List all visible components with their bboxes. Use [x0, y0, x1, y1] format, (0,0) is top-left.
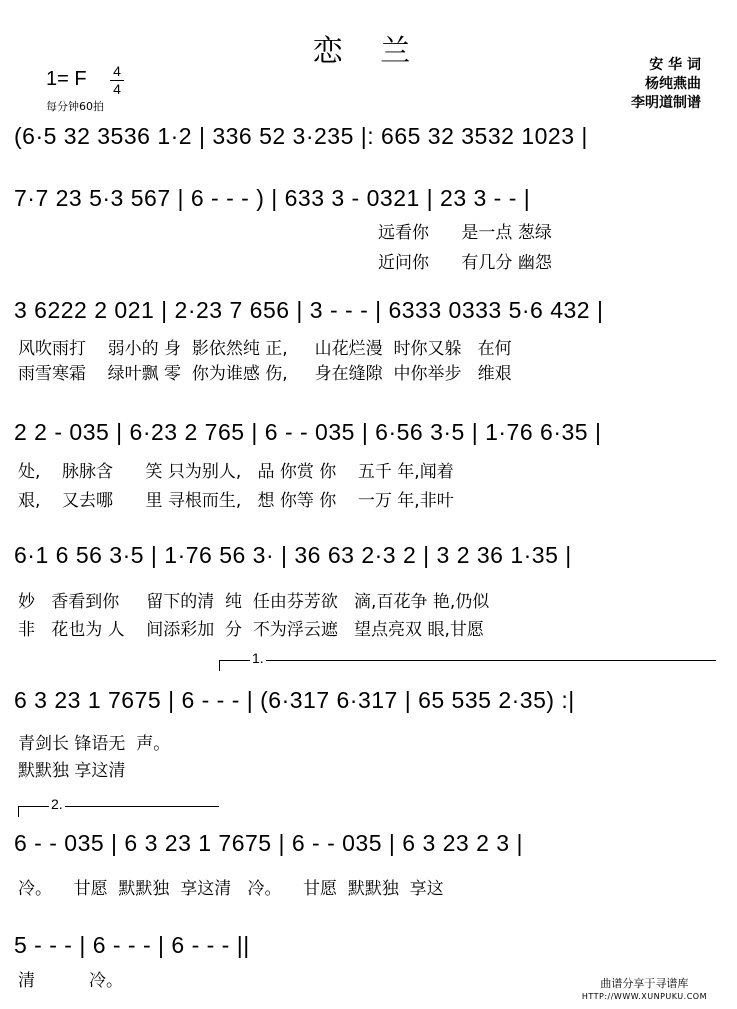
notation-line-3: 3 6222 2 021 | 2·23 7 656 | 3 - - - | 6333 0333 5·6 432 | [14, 297, 604, 323]
lyric-line-5-verse-1: 青剑长 锋语无 声。 [18, 734, 171, 754]
second-ending-label: 2. [51, 796, 63, 812]
notation-line-7: 6 - - 035 | 6 3 23 1 7675 | 6 - - 035 | 6 3 23 2 3 | [14, 830, 523, 856]
lyric-line-3-verse-2: 艰, 又去哪 里 寻根而生, 想 你等 你 一万 年,非叶 [18, 491, 454, 511]
lyric-line-7: 清 冷。 [18, 971, 124, 991]
song-title: 恋 兰 [312, 34, 425, 69]
first-ending-bracket [219, 650, 716, 671]
notation-line-2: 7·7 23 5·3 567 | 6 - - - ) | 633 3 - 0321 | 23 3 - - | [14, 185, 531, 211]
lyric-line-2-verse-2: 雨雪寒霜 绿叶飘 零 你为谁感 伤, 身在缝隙 中你举步 维艰 [18, 364, 512, 384]
source-watermark-url: HTTP://WWW.XUNPUKU.COM [581, 992, 707, 1001]
second-ending-bracket [18, 796, 219, 817]
arranger-credit: 李明道制谱 [631, 95, 701, 111]
lyricist-credit: 安 华 词 [649, 57, 701, 73]
source-watermark-text: 曲谱分享于寻谱库 [600, 977, 689, 990]
lyric-line-4-verse-2: 非 花也为 人 间添彩加 分 不为浮云遮 望点亮双 眼,甘愿 [18, 620, 484, 640]
time-signature-top: 4 [113, 63, 121, 79]
notation-line-8: 5 - - - | 6 - - - | 6 - - - || [14, 932, 250, 958]
credits-block [631, 56, 701, 113]
time-signature-bottom: 4 [113, 81, 121, 97]
lyric-line-1-verse-1: 远看你 是一点 葱绿 [378, 223, 552, 243]
key-signature: 1= F [46, 68, 87, 90]
time-signature [110, 64, 124, 97]
lyric-line-2-verse-1: 风吹雨打 弱小的 身 影依然纯 正, 山花烂漫 时你又躲 在何 [18, 339, 512, 359]
source-watermark [582, 977, 707, 1003]
notation-line-6: 6 3 23 1 7675 | 6 - - - | (6·317 6·317 | 65 535 2·35) :| [14, 687, 575, 713]
lyric-line-1-verse-2: 近问你 有几分 幽怨 [378, 253, 552, 273]
first-ending-label: 1. [252, 650, 264, 666]
lyric-line-5-verse-2: 默默独 享这清 [18, 761, 126, 781]
notation-line-1: (6·5 32 3536 1·2 | 336 52 3·235 |: 665 32 3532 1023 | [14, 123, 588, 149]
tempo-marking: 每分钟60拍 [46, 100, 104, 113]
lyric-line-4-verse-1: 妙 香看到你 留下的清 纯 任由芬芳欲 滴,百花争 艳,仍似 [18, 592, 490, 612]
lyric-line-3-verse-1: 处, 脉脉含 笑 只为别人, 品 你赏 你 五千 年,闻着 [18, 462, 454, 482]
lyric-line-6: 冷。 甘愿 默默独 享这清 冷。 甘愿 默默独 享这 [18, 879, 444, 899]
composer-credit: 杨纯燕曲 [645, 76, 701, 92]
notation-line-4: 2 2 - 035 | 6·23 2 765 | 6 - - 035 | 6·56 3·5 | 1·76 6·35 | [14, 419, 602, 445]
notation-line-5: 6·1 6 56 3·5 | 1·76 56 3· | 36 63 2·3 2 | 3 2 36 1·35 | [14, 542, 572, 568]
